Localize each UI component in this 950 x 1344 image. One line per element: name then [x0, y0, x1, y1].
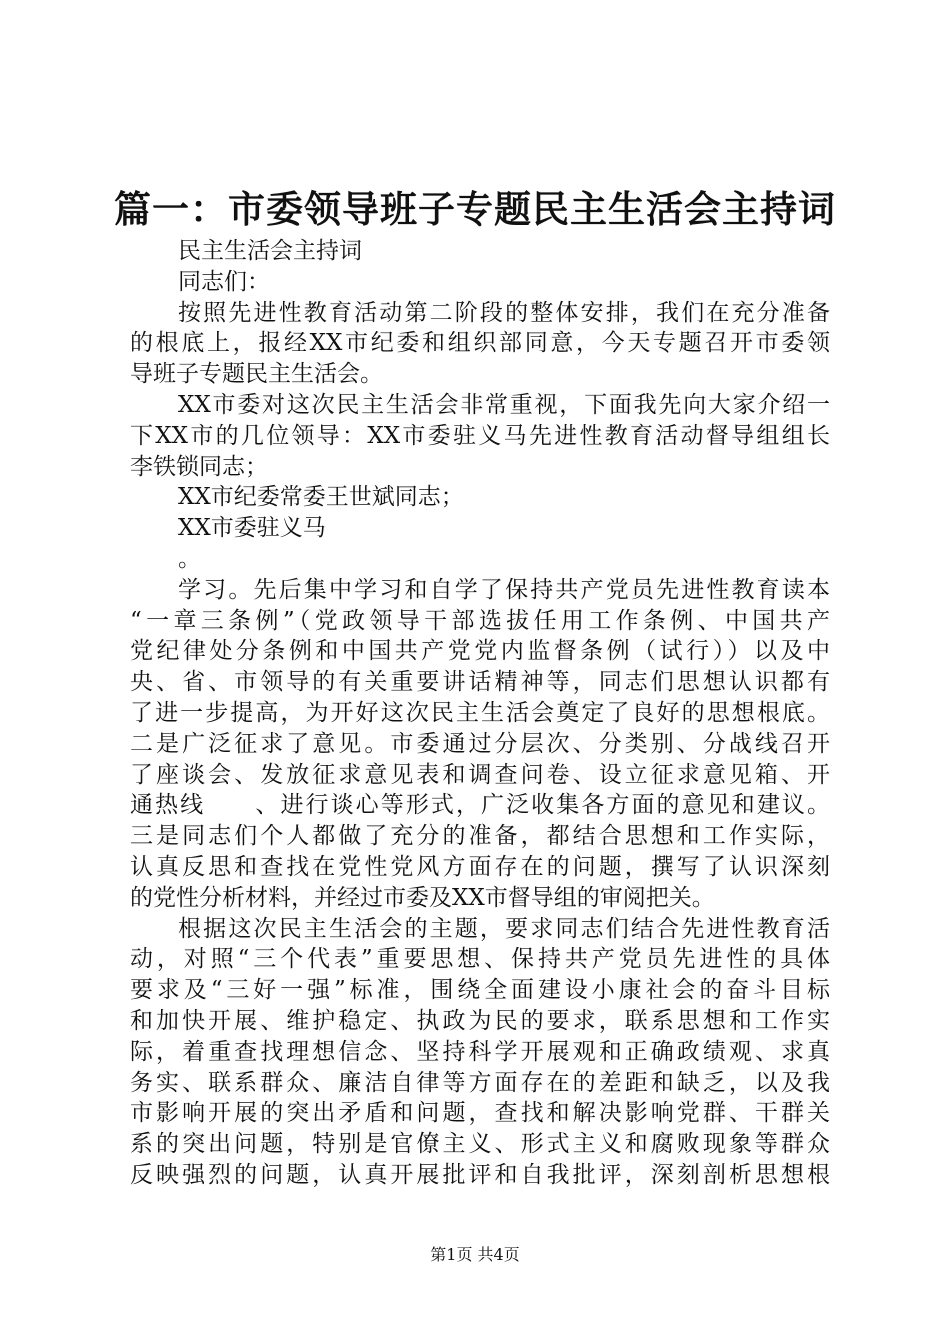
text-line: 和加快开展、维护稳定、执政为民的要求，联系思想和工作实 [130, 1007, 830, 1034]
text-line: 市影响开展的突出矛盾和问题，查找和解决影响党群、干群关 [130, 1100, 830, 1127]
text-line: 党纪律处分条例和中国共产党党内监督条例（试行））以及中 [130, 638, 830, 665]
text-line: 通热线 、进行谈心等形式，广泛收集各方面的意见和建议。 [130, 792, 830, 819]
text-line: 反映强烈的问题，认真开展批评和自我批评，深刻剖析思想根 [130, 1161, 830, 1188]
text-line: 的根底上，报经XX市纪委和组织部同意，今天专题召开市委领 [130, 330, 830, 357]
text-line: 认真反思和查找在党性党风方面存在的问题，撰写了认识深刻 [130, 853, 830, 880]
text-line: 了座谈会、发放征求意见表和调查问卷、设立征求意见箱、开 [130, 761, 830, 788]
text-line: XX市委对这次民主生活会非常重视，下面我先向大家介绍一 [178, 391, 830, 418]
text-line: 民主生活会主持词 [178, 238, 362, 264]
text-line: 李铁锁同志； [130, 453, 268, 480]
document-title: 篇一：市委领导班子专题民主生活会主持词 [114, 187, 836, 231]
text-line: 要求及“三好一强”标准，围绕全面建设小康社会的奋斗目标 [130, 977, 830, 1004]
text-line: 的党性分析材料，并经过市委及XX市督导组的审阅把关。 [130, 884, 715, 911]
text-line: 下XX市的几位领导：XX市委驻义马先进性教育活动督导组组长 [130, 422, 830, 449]
text-line: “一章三条例”（党政领导干部选拔任用工作条例、中国共产 [130, 607, 830, 634]
text-line: 务实、联系群众、廉洁自律等方面存在的差距和缺乏，以及我 [130, 1069, 830, 1096]
text-line: XX市委驻义马 [178, 515, 326, 542]
text-line: 系的突出问题，特别是官僚主义、形式主义和腐败现象等群众 [130, 1131, 830, 1158]
text-line: XX市纪委常委王世斌同志； [178, 484, 464, 511]
text-line: 动，对照“三个代表”重要思想、保持共产党员先进性的具体 [130, 946, 830, 973]
text-line: 了进一步提高，为开好这次民主生活会奠定了良好的思想根底。 [130, 699, 830, 726]
text-line: 学习。先后集中学习和自学了保持共产党员先进性教育读本 [178, 576, 830, 603]
text-line: 三是同志们个人都做了充分的准备，都结合思想和工作实际， [130, 823, 830, 850]
text-line: 按照先进性教育活动第二阶段的整体安排，我们在充分准备 [178, 299, 830, 326]
text-line: 导班子专题民主生活会。 [130, 361, 383, 388]
text-line: 际，着重查找理想信念、坚持科学开展观和正确政绩观、求真 [130, 1038, 830, 1065]
text-line: 。 [178, 545, 201, 572]
document-body [130, 236, 830, 1191]
page-footer: 第1页 共4页 [430, 1245, 520, 1264]
text-line: 央、省、市领导的有关重要讲话精神等，同志们思想认识都有 [130, 669, 830, 696]
text-line: 同志们： [178, 268, 270, 295]
text-line: 二是广泛征求了意见。市委通过分层次、分类别、分战线召开 [130, 730, 830, 757]
text-line: 根据这次民主生活会的主题，要求同志们结合先进性教育活 [178, 915, 830, 942]
